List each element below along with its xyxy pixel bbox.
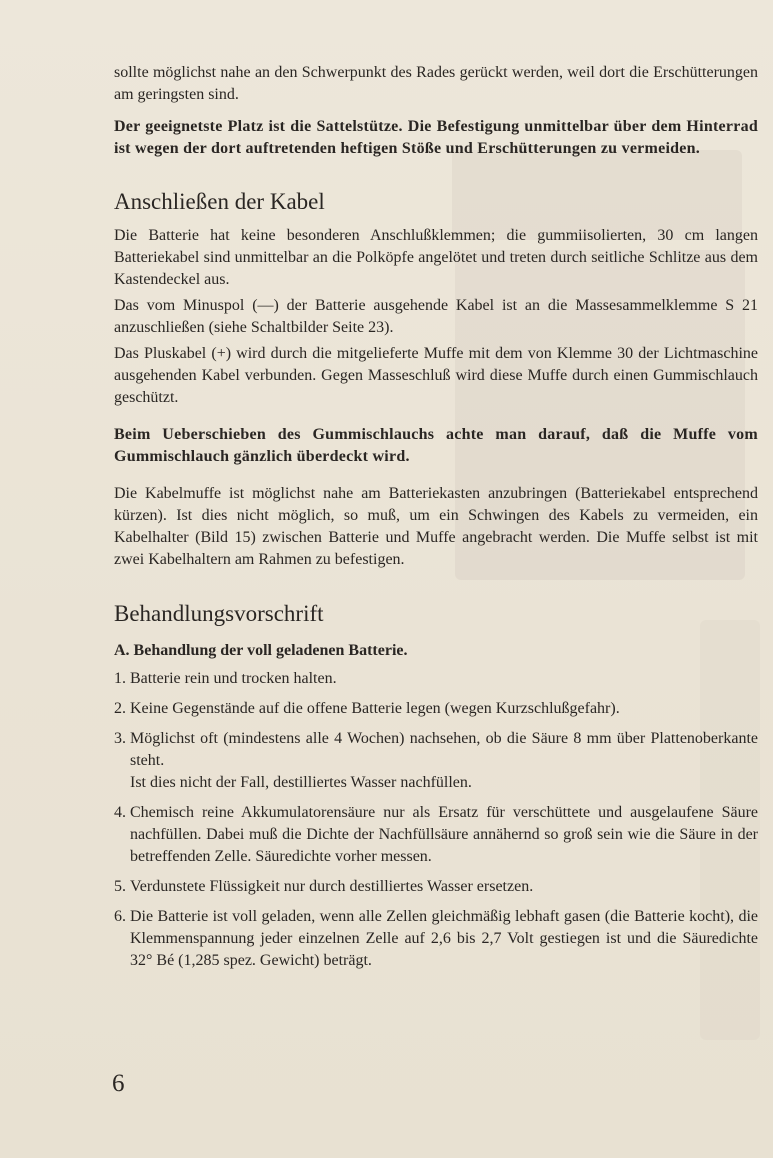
section-heading-treatment: Behandlungsvorschrift — [114, 601, 324, 626]
list-item-number: 5. — [114, 878, 126, 895]
treatment-subheading: A. Behandlung der voll geladenen Batterie. — [114, 642, 408, 659]
list-item-text: Möglichst oft (mindestens alle 4 Wochen) nachsehen, ob die Säure 8 mm über Plattenoberkante steht. — [130, 730, 758, 769]
list-item — [114, 906, 758, 972]
list-item-text-continued: Ist dies nicht der Fall, destilliertes Wasser nachfüllen. — [130, 774, 472, 791]
list-item-number: 1. — [114, 670, 126, 687]
list-item-number: 4. — [114, 804, 126, 821]
list-item-text: Verdunstete Flüssigkeit nur durch destilliertes Wasser ersetzen. — [130, 878, 534, 895]
list-item — [114, 876, 758, 898]
page-number: 6 — [112, 1070, 125, 1097]
section-heading-cables: Anschließen der Kabel — [114, 189, 325, 214]
list-item-number: 3. — [114, 730, 126, 747]
list-item-text: Chemisch reine Akkumulatorensäure nur als Ersatz für verschüttete und ausgelaufene Säure nachfüllen. Dabei muß die Dichte der Nachfüllsäure annähernd so groß sein wie die Säure in der betreffenden Zelle. Säuredichte vorher messen. — [130, 804, 758, 865]
cables-paragraph-1: Die Batterie hat keine besonderen Anschlußklemmen; die gummiisolierten, 30 cm langen Batteriekabel sind unmittelbar an die Polköpfe angelötet und treten durch seitliche Schlitze aus dem Kastendeckel aus. — [114, 227, 758, 288]
intro-paragraph: sollte möglichst nahe an den Schwerpunkt des Rades gerückt werden, weil dort die Erschütterungen am geringsten sind. — [114, 64, 758, 103]
list-item-text: Keine Gegenstände auf die offene Batterie legen (wegen Kurzschlußgefahr). — [130, 700, 620, 717]
list-item — [114, 802, 758, 868]
list-item-number: 2. — [114, 700, 126, 717]
list-item-text: Die Batterie ist voll geladen, wenn alle Zellen gleichmäßig lebhaft gasen (die Batterie kocht), die Klemmenspannung jeder einzelnen Zelle auf 2,6 bis 2,7 Volt gestiegen ist und die Säuredichte 32° Bé (1,285 spez. Gewicht) beträgt. — [130, 908, 758, 969]
list-item-text-group — [130, 728, 758, 794]
list-item — [114, 728, 758, 794]
intro-bold-paragraph: Der geeignetste Platz ist die Sattelstütze. Die Befestigung unmittelbar über dem Hinterrad ist wegen der dort auftretenden heftigen Stöße und Erschütterungen zu vermeiden. — [114, 118, 758, 157]
list-item — [114, 698, 758, 720]
cables-paragraph-3: Das Pluskabel (+) wird durch die mitgelieferte Muffe mit dem von Klemme 30 der Lichtmaschine ausgehenden Kabel verbunden. Gegen Masseschluß wird diese Muffe durch einen Gummischlauch geschützt. — [114, 345, 758, 406]
cables-paragraph-4: Die Kabelmuffe ist möglichst nahe am Batteriekasten anzubringen (Batteriekabel entsprechend kürzen). Ist dies nicht möglich, so muß, um ein Schwingen des Kabels zu vermeiden, ein Kabelhalter (Bild 15) zwischen Batterie und Muffe angebracht werden. Die Muffe selbst ist mit zwei Kabelhaltern am Rahmen zu befestigen. — [114, 485, 758, 568]
cables-note-bold: Beim Ueberschieben des Gummischlauchs achte man darauf, daß die Muffe vom Gummischlauch gänzlich überdeckt wird. — [114, 426, 758, 465]
cables-paragraph-2: Das vom Minuspol (—) der Batterie ausgehende Kabel ist an die Massesammelklemme S 21 anzuschließen (siehe Schaltbilder Seite 23). — [114, 297, 758, 336]
page-body — [114, 62, 758, 972]
list-item-text: Batterie rein und trocken halten. — [130, 670, 337, 687]
treatment-list — [114, 668, 758, 972]
list-item — [114, 668, 758, 690]
list-item-number: 6. — [114, 908, 126, 925]
